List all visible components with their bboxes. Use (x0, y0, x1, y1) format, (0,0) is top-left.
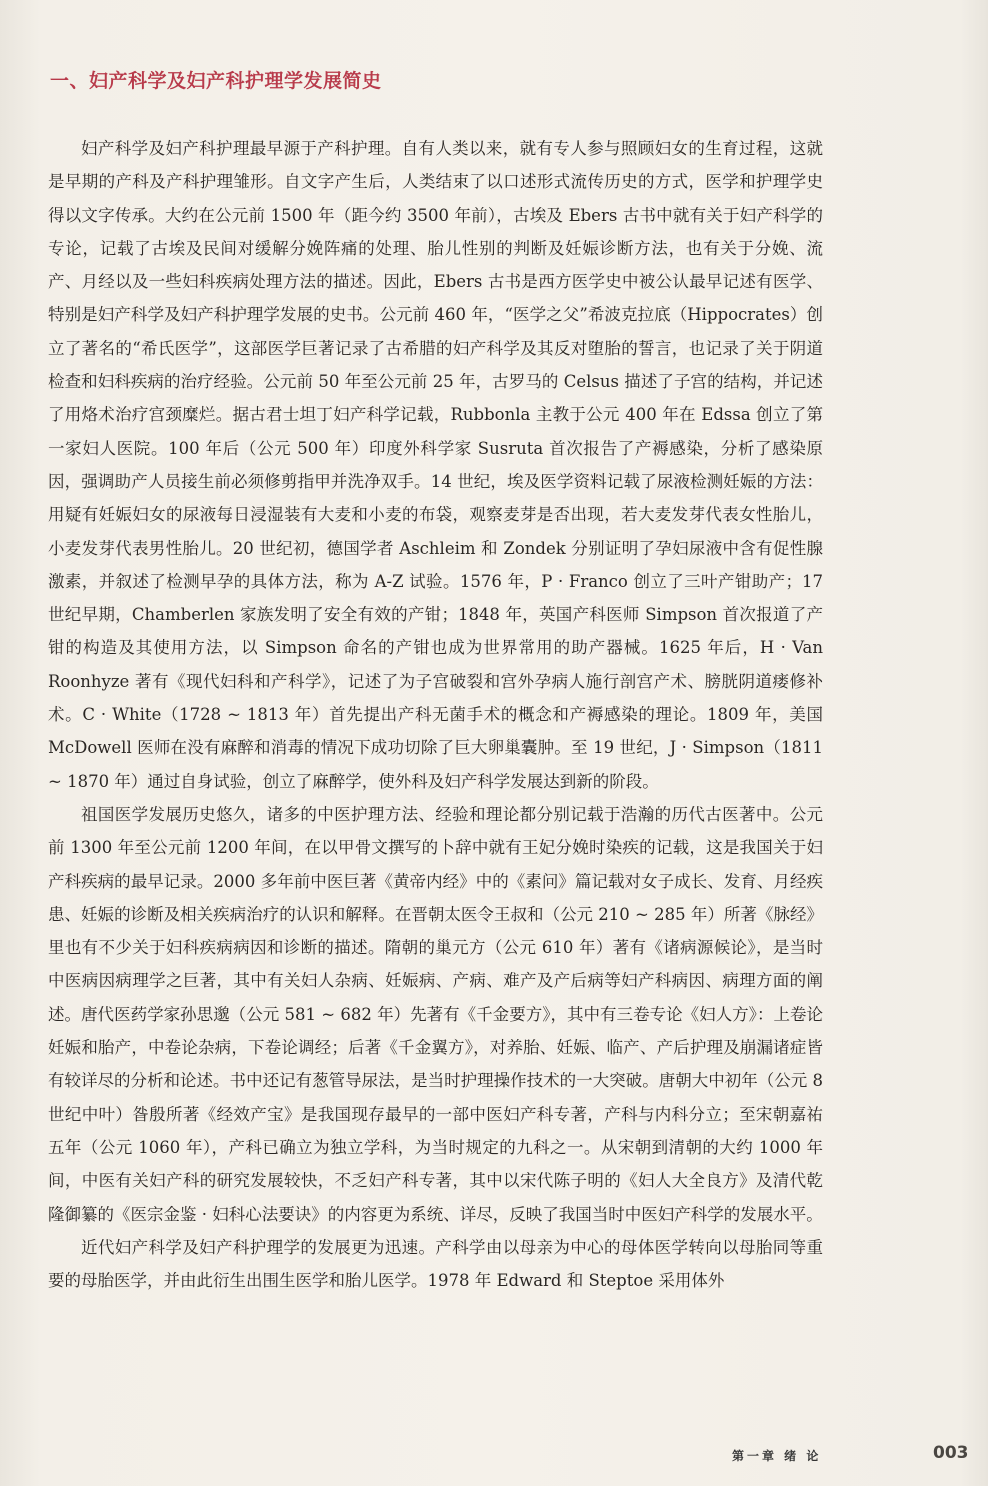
paragraph: 妇产科学及妇产科护理最早源于产科护理。自有人类以来，就有专人参与照顾妇女的生育过程，这就是早期的产科及产科护理雏形。自文字产生后，人类结束了以口述形式流传历史的方式，医学和护理学史得以文字传承。大约在公元前 1500 年（距今约 3500 年前），古埃及 Ebers 古书中就有关于妇产科学的专论，记载了古埃及民间对缓解分娩阵痛的处理、胎儿性别的判断及妊娠诊断方法，也有关于分娩、流产、月经以及一些妇科疾病处理方法的描述。因此，Ebers 古书是西方医学史中被公认最早记述有医学、特别是妇产科学及妇产科护理学发展的史书。公元前 460 年，“医学之父”希波克拉底（Hippocrates）创立了著名的“希氏医学”，这部医学巨著记录了古希腊的妇产科学及其反对堕胎的誓言，也记录了关于阴道检查和妇科疾病的治疗经验。公元前 50 年至公元前 25 年，古罗马的 Celsus 描述了子宫的结构，并记述了用烙术治疗宫颈糜烂。据古君士坦丁妇产科学记载，Rubbonla 主教于公元 400 年在 Edssa 创立了第一家妇人医院。100 年后（公元 500 年）印度外科学家 Susruta 首次报告了产褥感染，分析了感染原因，强调助产人员接生前必须修剪指甲并洗净双手。14 世纪，埃及医学资料记载了尿液检测妊娠的方法：用疑有妊娠妇女的尿液每日浸湿装有大麦和小麦的布袋，观察麦芽是否出现，若大麦发芽代表女性胎儿，小麦发芽代表男性胎儿。20 世纪初，德国学者 Aschleim 和 Zondek 分别证明了孕妇尿液中含有促性腺激素，并叙述了检测早孕的具体方法，称为 A-Z 试验。1576 年，P · Franco 创立了三叶产钳助产；17 世纪早期，Chamberlen 家族发明了安全有效的产钳；1848 年，英国产科医师 Simpson 首次报道了产钳的构造及其使用方法，以 Simpson 命名的产钳也成为世界常用的助产器械。1625 年后，H · Van Roonhyze 著有《现代妇科和产科学》，记述了为子宫破裂和宫外孕病人施行剖宫产术、膀胱阴道瘘修补术。C · White（1728 ~ 1813 年）首先提出产科无菌手术的概念和产褥感染的理论。1809 年，美国 McDowell 医师在没有麻醉和消毒的情况下成功切除了巨大卵巢囊肿。至 19 世纪，J · Simpson（1811 ~ 1870 年）通过自身试验，创立了麻醉学，使外科及妇产科学发展达到新的阶段。 (48, 139, 823, 791)
section-heading: 一、妇产科学及妇产科护理学发展简史 (50, 70, 382, 92)
paragraph: 祖国医学发展历史悠久，诸多的中医护理方法、经验和理论都分别记载于浩瀚的历代古医著中。公元前 1300 年至公元前 1200 年间，在以甲骨文撰写的卜辞中就有王妃分娩时染疾的记载，这是我国关于妇产科疾病的最早记录。2000 多年前中医巨著《黄帝内经》中的《素问》篇记载对女子成长、发育、月经疾患、妊娠的诊断及相关疾病治疗的认识和解释。在晋朝太医令王叔和（公元 210 ~ 285 年）所著《脉经》里也有不少关于妇科疾病病因和诊断的描述。隋朝的巢元方（公元 610 年）著有《诸病源候论》，是当时中医病因病理学之巨著，其中有关妇人杂病、妊娠病、产病、难产及产后病等妇产科病因、病理方面的阐述。唐代医药学家孙思邈（公元 581 ~ 682 年）先著有《千金要方》，其中有三卷专论《妇人方》：上卷论妊娠和胎产，中卷论杂病，下卷论调经；后著《千金翼方》，对养胎、妊娠、临产、产后护理及崩漏诸症皆有较详尽的分析和论述。书中还记有葱管导尿法，是当时护理操作技术的一大突破。唐朝大中初年（公元 8 世纪中叶）昝殷所著《经效产宝》是我国现存最早的一部中医妇产科专著，产科与内科分立；至宋朝嘉祐五年（公元 1060 年），产科已确立为独立学科，为当时规定的九科之一。从宋朝到清朝的大约 1000 年间，中医有关妇产科的研究发展较快，不乏妇产科专著，其中以宋代陈子明的《妇人大全良方》及清代乾隆御纂的《医宗金鉴 · 妇科心法要诀》的内容更为系统、详尽，反映了我国当时中医妇产科学的发展水平。 (48, 804, 823, 1224)
body-text (48, 132, 823, 1297)
paragraph: 近代妇产科学及妇产科护理学的发展更为迅速。产科学由以母亲为中心的母体医学转向以母胎同等重要的母胎医学，并由此衍生出围生医学和胎儿医学。1978 年 Edward 和 Steptoe 采用体外 (48, 1237, 823, 1291)
footer-chapter-title: 第一章 绪 论 (732, 1449, 822, 1463)
page-number: 003 (933, 1443, 969, 1463)
